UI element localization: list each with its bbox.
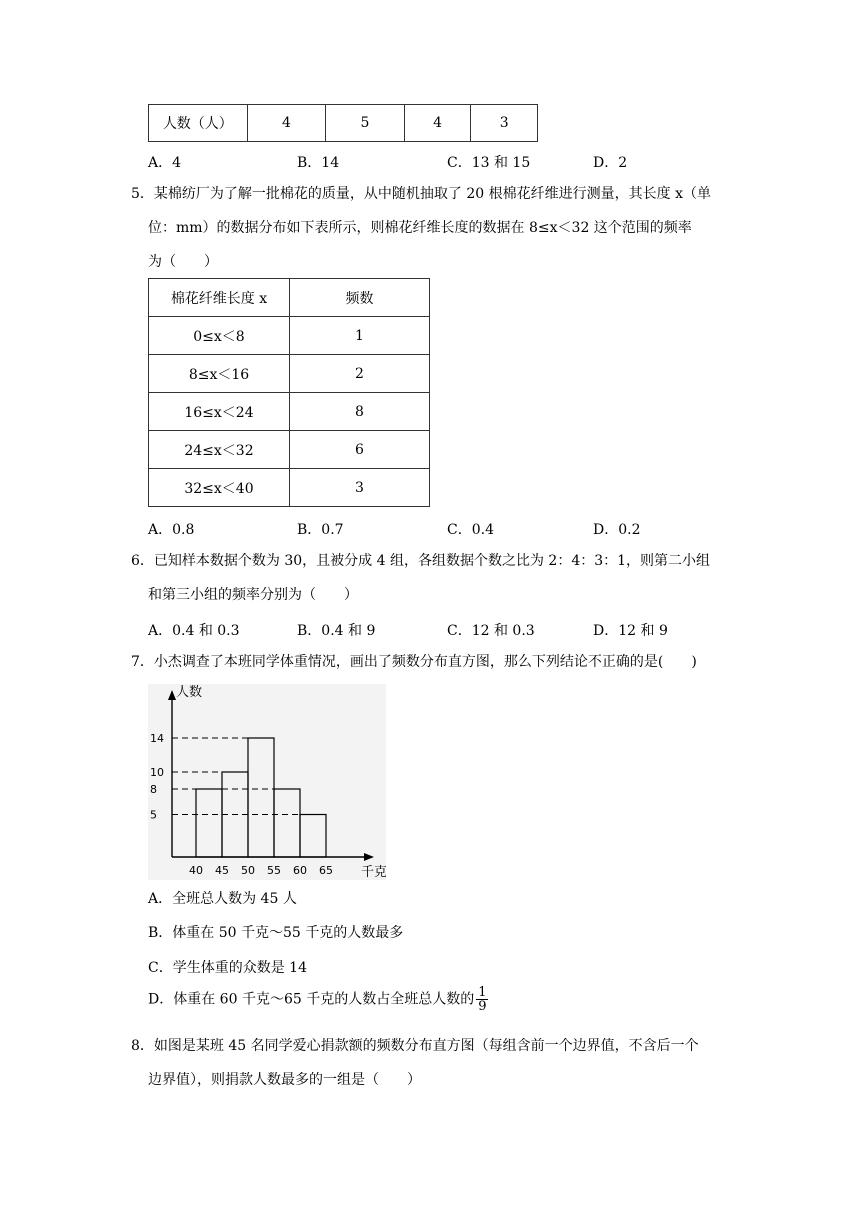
x-axis-arrow <box>364 853 374 861</box>
q8-text-line1: 8．如图是某班 45 名同学爱心捐款额的频数分布直方图（每组含前一个边界值，不含后一个 <box>131 1038 699 1054</box>
q6-option-c: C．12 和 0.3 <box>447 623 535 639</box>
q5-table-cell: 0≤x＜8 <box>149 317 290 355</box>
top-table-cell: 3 <box>471 105 538 142</box>
q6-text-line2: 和第三小组的频率分别为（ ） <box>148 587 358 603</box>
q4-option-d: D．2 <box>593 155 628 171</box>
q5-table-cell: 16≤x＜24 <box>149 393 290 431</box>
q5-table-cell: 3 <box>290 469 430 507</box>
fraction <box>476 986 488 1013</box>
q5-table-cell: 32≤x＜40 <box>149 469 290 507</box>
x-tick-label: 60 <box>293 864 307 877</box>
x-tick-label: 45 <box>215 864 229 877</box>
q5-table-cell: 24≤x＜32 <box>149 431 290 469</box>
top-table <box>148 104 538 142</box>
q5-text-line3: 为（ ） <box>148 254 218 270</box>
q5-table-cell: 8≤x＜16 <box>149 355 290 393</box>
q5-option-b: B．0.7 <box>297 522 344 538</box>
q5-table-header: 频数 <box>290 279 430 317</box>
q5-text-line1: 5．某棉纺厂为了解一批棉花的质量，从中随机抽取了 20 根棉花纤维进行测量，其长度 x（单 <box>131 186 711 202</box>
y-tick-label: 5 <box>150 808 157 822</box>
q7-option-d <box>148 986 488 1013</box>
x-axis-label: 千克 <box>361 865 386 880</box>
top-table-cell: 4 <box>247 105 326 142</box>
y-axis-label: 人数 <box>176 685 203 700</box>
q5-option-a: A．0.8 <box>148 522 195 538</box>
q4-option-b: B．14 <box>297 155 340 171</box>
q6-option-a: A．0.4 和 0.3 <box>148 623 240 639</box>
q5-table <box>148 278 430 507</box>
x-tick-label: 50 <box>241 864 255 877</box>
x-tick-label: 65 <box>319 864 333 877</box>
y-tick-label: 8 <box>150 783 157 796</box>
histogram-bar <box>300 815 326 858</box>
top-table-cell: 5 <box>326 105 405 142</box>
histogram-bar <box>248 738 274 857</box>
q4-option-a: A．4 <box>148 155 182 171</box>
q5-text-line2: 位：mm）的数据分布如下表所示，则棉花纤维长度的数据在 8≤x＜32 这个范围的频率 <box>148 220 692 236</box>
x-tick-label: 55 <box>267 864 281 877</box>
y-tick-label: 10 <box>150 766 164 779</box>
q7-option-c: C．学生体重的众数是 14 <box>148 960 307 976</box>
q8-text-line2: 边界值），则捐款人数最多的一组是（ ） <box>148 1072 421 1088</box>
q6-option-b: B．0.4 和 9 <box>297 623 376 639</box>
y-tick-label: 14 <box>150 732 164 745</box>
q7-option-a: A．全班总人数为 45 人 <box>148 891 297 907</box>
q4-option-c: C．13 和 15 <box>447 155 531 171</box>
x-tick-label: 40 <box>189 864 203 877</box>
q5-table-cell: 2 <box>290 355 430 393</box>
q5-table-cell: 1 <box>290 317 430 355</box>
q7-option-b: B．体重在 50 千克～55 千克的人数最多 <box>148 925 404 941</box>
fraction-numerator: 1 <box>478 985 487 1000</box>
q5-table-cell: 8 <box>290 393 430 431</box>
histogram-svg <box>148 684 386 880</box>
q5-option-c: C．0.4 <box>447 522 494 538</box>
q5-table-header: 棉花纤维长度 x <box>149 279 290 317</box>
top-table-label: 人数（人） <box>149 105 248 142</box>
fraction-denominator: 9 <box>478 999 487 1014</box>
q5-option-d: D．0.2 <box>593 522 641 538</box>
top-table-cell: 4 <box>404 105 471 142</box>
y-axis-arrow <box>168 690 176 700</box>
q7-text-line1: 7．小杰调查了本班同学体重情况，画出了频数分布直方图，那么下列结论不正确的是( ) <box>131 654 697 670</box>
histogram-bar <box>274 789 300 857</box>
histogram-chart <box>148 684 386 880</box>
q6-text-line1: 6．已知样本数据个数为 30，且被分成 4 组，各组数据个数之比为 2：4：3：1，则第二小组 <box>131 553 711 569</box>
q7-option-d-text: D．体重在 60 千克～65 千克的人数占全班总人数的 <box>148 991 475 1008</box>
histogram-bar <box>196 789 222 857</box>
q6-option-d: D．12 和 9 <box>593 623 668 639</box>
q5-table-cell: 6 <box>290 431 430 469</box>
